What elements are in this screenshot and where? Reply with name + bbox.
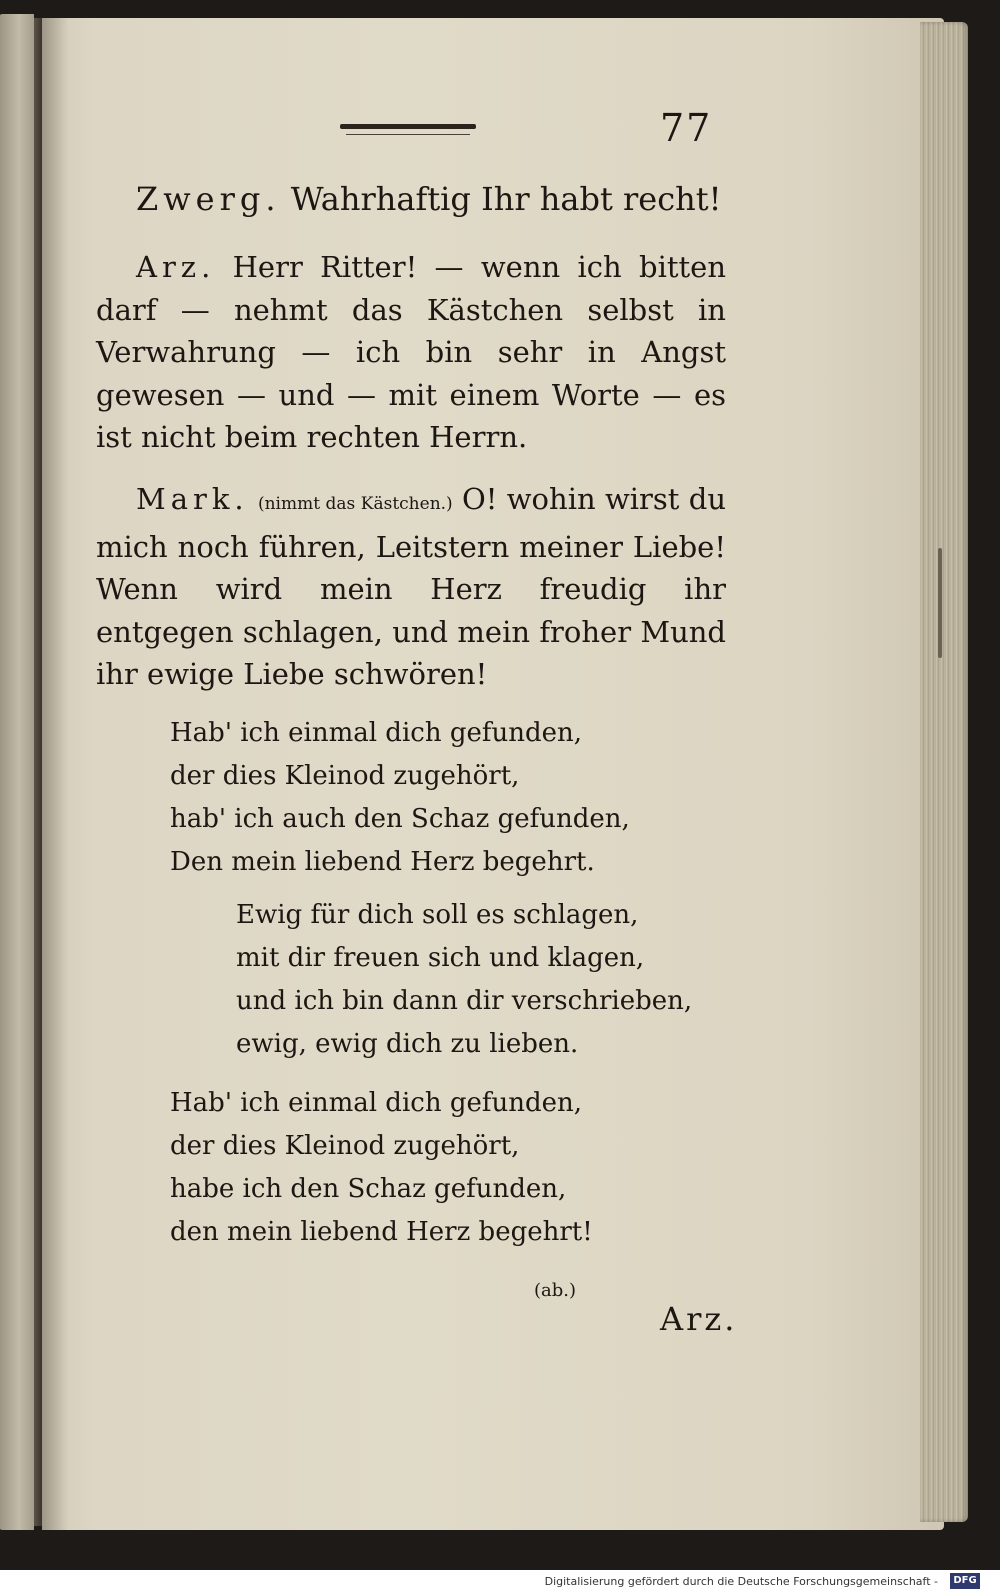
speaker-name: Arz. (136, 250, 216, 284)
stage-direction: (nimmt das Kästchen.) (257, 494, 453, 514)
verse-line: Ewig für dich soll es schlagen, (236, 900, 639, 930)
verse-line: der dies Kleinod zugehört, (170, 761, 520, 791)
verse-stanza-3 (170, 1082, 593, 1254)
verse-line: habe ich den Schaz gefunden, (170, 1174, 567, 1204)
verse-line: Hab' ich einmal dich gefunden, (170, 1088, 583, 1118)
dialogue-zwerg (96, 178, 726, 221)
catchword: Arz. (660, 1300, 738, 1338)
verse-stanza-1 (170, 712, 630, 884)
verse-line: ewig, ewig dich zu lieben. (236, 1029, 579, 1059)
page-stack-edge (920, 22, 968, 1522)
verse-line: der dies Kleinod zugehört, (170, 1131, 520, 1161)
verse-stanza-2 (236, 894, 692, 1066)
margin-mark (938, 548, 942, 658)
verse-line: Den mein liebend Herz begehrt. (170, 847, 595, 877)
header-rule-thin (346, 134, 470, 135)
verse-line: hab' ich auch den Schaz gefunden, (170, 804, 630, 834)
dialogue-arz (96, 246, 726, 459)
dfg-logo: DFG (950, 1573, 980, 1589)
page-number: 77 (660, 106, 713, 150)
gutter (34, 18, 42, 1526)
verse-line: Hab' ich einmal dich gefunden, (170, 718, 583, 748)
dialogue-text: O! wohin wirst du mich noch führen, Leitstern meiner Liebe! Wenn wird mein Herz freudig ihr entgegen schlagen, und mein froher Mund ihr ewige Liebe schwören! (96, 482, 727, 691)
footer-credit: Digitalisierung gefördert durch die Deutsche Forschungsgemeinschaft - (544, 1575, 938, 1588)
verse-line: den mein liebend Herz begehrt! (170, 1217, 593, 1247)
spine-shadow (42, 18, 68, 1530)
stage-exit: (ab.) (534, 1280, 577, 1301)
dialogue-text: Herr Ritter! — wenn ich bitten darf — nehmt das Kästchen selbst in Verwahrung — ich bin sehr in Angst gewesen — und — mit einem Worte — es ist nicht beim rechten Herrn. (96, 250, 727, 454)
verse-line: mit dir freuen sich und klagen, (236, 943, 645, 973)
dialogue-mark (96, 478, 726, 696)
left-page-edge (0, 14, 34, 1530)
header-rule (340, 124, 476, 129)
speaker-name: Zwerg. (136, 180, 281, 218)
speaker-name: Mark. (136, 482, 249, 516)
dialogue-text: Wahrhaftig Ihr habt recht! (290, 180, 722, 218)
verse-line: und ich bin dann dir verschrieben, (236, 986, 693, 1016)
